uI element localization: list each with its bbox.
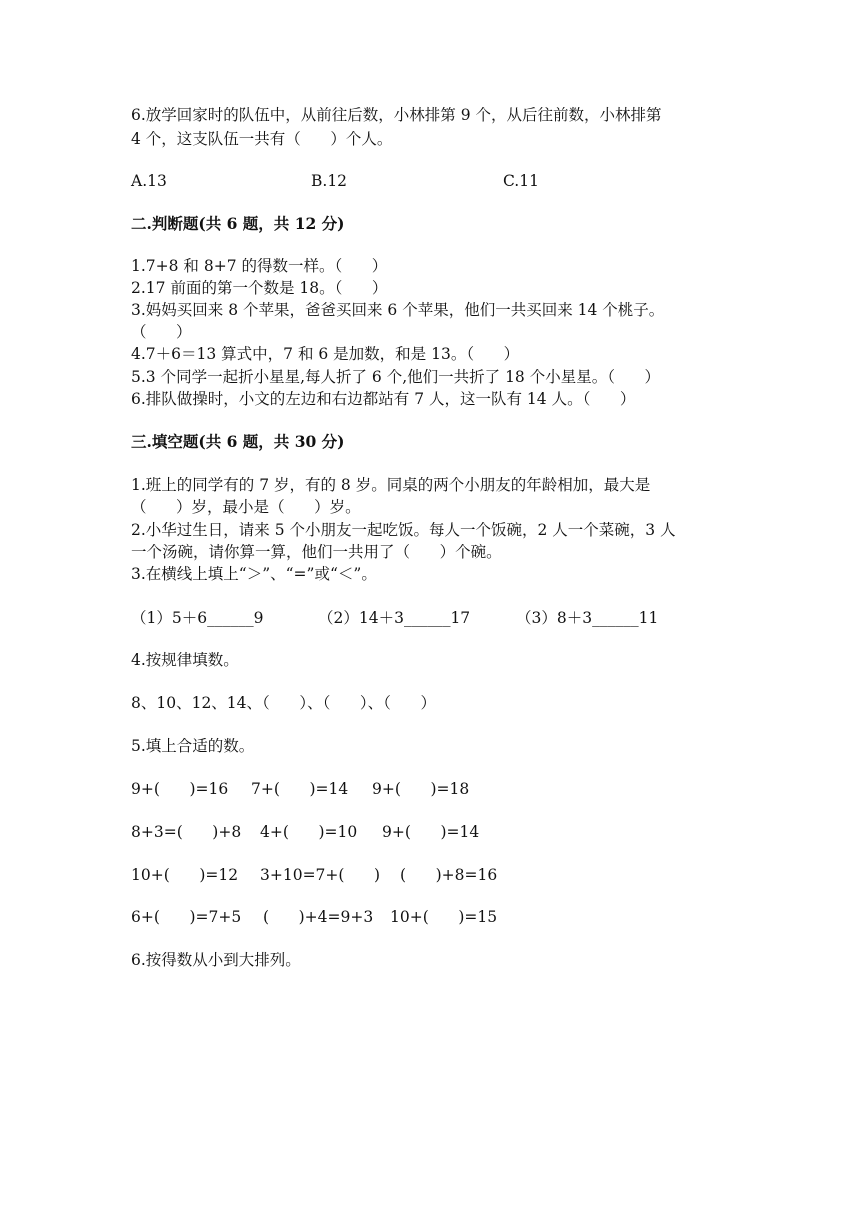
section-3-title: 三.填空题(共 6 题，共 30 分) [131, 432, 345, 451]
fill-q2-line-2: 一个汤碗，请你算一算，他们一共用了（ ）个碗。 [131, 543, 502, 561]
equation: 6+( )=7+5 [131, 908, 242, 926]
compare-item-3: （3）8＋3______11 [516, 609, 659, 627]
fill-q4-sequence: 8、10、12、14、（ ）、（ ）、（ ） [131, 694, 436, 712]
equation: 4+( )=10 [260, 823, 358, 841]
judge-item-2: 2.17 前面的第一个数是 18。（ ） [131, 279, 388, 297]
judge-item-1: 1.7+8 和 8+7 的得数一样。（ ） [131, 257, 388, 275]
compare-item-2: （2）14＋3______17 [318, 609, 471, 627]
equation: ( )+8=16 [400, 866, 498, 884]
judge-item-6: 6.排队做操时，小文的左边和右边都站有 7 人，这一队有 14 人。（ ） [131, 390, 636, 408]
equation: 10+( )=15 [390, 908, 498, 926]
compare-item-1: （1）5＋6______9 [131, 609, 264, 627]
equation: 9+( )=18 [372, 780, 470, 798]
equation: 9+( )=14 [382, 823, 480, 841]
option-a: A.13 [131, 172, 167, 190]
equation: ( )+4=9+3 [263, 908, 374, 926]
question-6-line-2: 4 个，这支队伍一共有（ ）个人。 [131, 130, 393, 148]
option-c: C.11 [503, 172, 539, 190]
judge-item-3-bracket: （ ） [131, 323, 192, 341]
equation: 8+3=( )+8 [131, 823, 242, 841]
equation: 10+( )=12 [131, 866, 239, 884]
judge-item-3: 3.妈妈买回来 8 个苹果，爸爸买回来 6 个苹果，他们一共买回来 14 个桃子。 [131, 301, 665, 319]
judge-item-5: 5.3 个同学一起折小星星,每人折了 6 个,他们一共折了 18 个小星星。（ ） [131, 368, 661, 386]
fill-q4-prompt: 4.按规律填数。 [131, 651, 239, 669]
fill-q1-line-1: 1.班上的同学有的 7 岁，有的 8 岁。同桌的两个小朋友的年龄相加，最大是 [131, 476, 651, 494]
equation: 3+10=7+( ) [260, 866, 381, 884]
fill-q1-line-2: （ ）岁，最小是（ ）岁。 [131, 498, 361, 516]
judge-item-4: 4.7＋6＝13 算式中，7 和 6 是加数，和是 13。（ ） [131, 345, 520, 363]
equation: 7+( )=14 [251, 780, 349, 798]
fill-q3-prompt: 3.在横线上填上“＞”、“=”或“＜”。 [131, 565, 377, 583]
question-6-line-1: 6.放学回家时的队伍中，从前往后数，小林排第 9 个，从后往前数，小林排第 [131, 106, 662, 124]
fill-q5-prompt: 5.填上合适的数。 [131, 737, 255, 755]
section-2-title: 二.判断题(共 6 题，共 12 分) [131, 214, 345, 233]
option-b: B.12 [311, 172, 348, 190]
fill-q2-line-1: 2.小华过生日，请来 5 个小朋友一起吃饭。每人一个饭碗，2 人一个菜碗，3 人 [131, 521, 676, 539]
equation: 9+( )=16 [131, 780, 229, 798]
fill-q6-prompt: 6.按得数从小到大排列。 [131, 951, 301, 969]
